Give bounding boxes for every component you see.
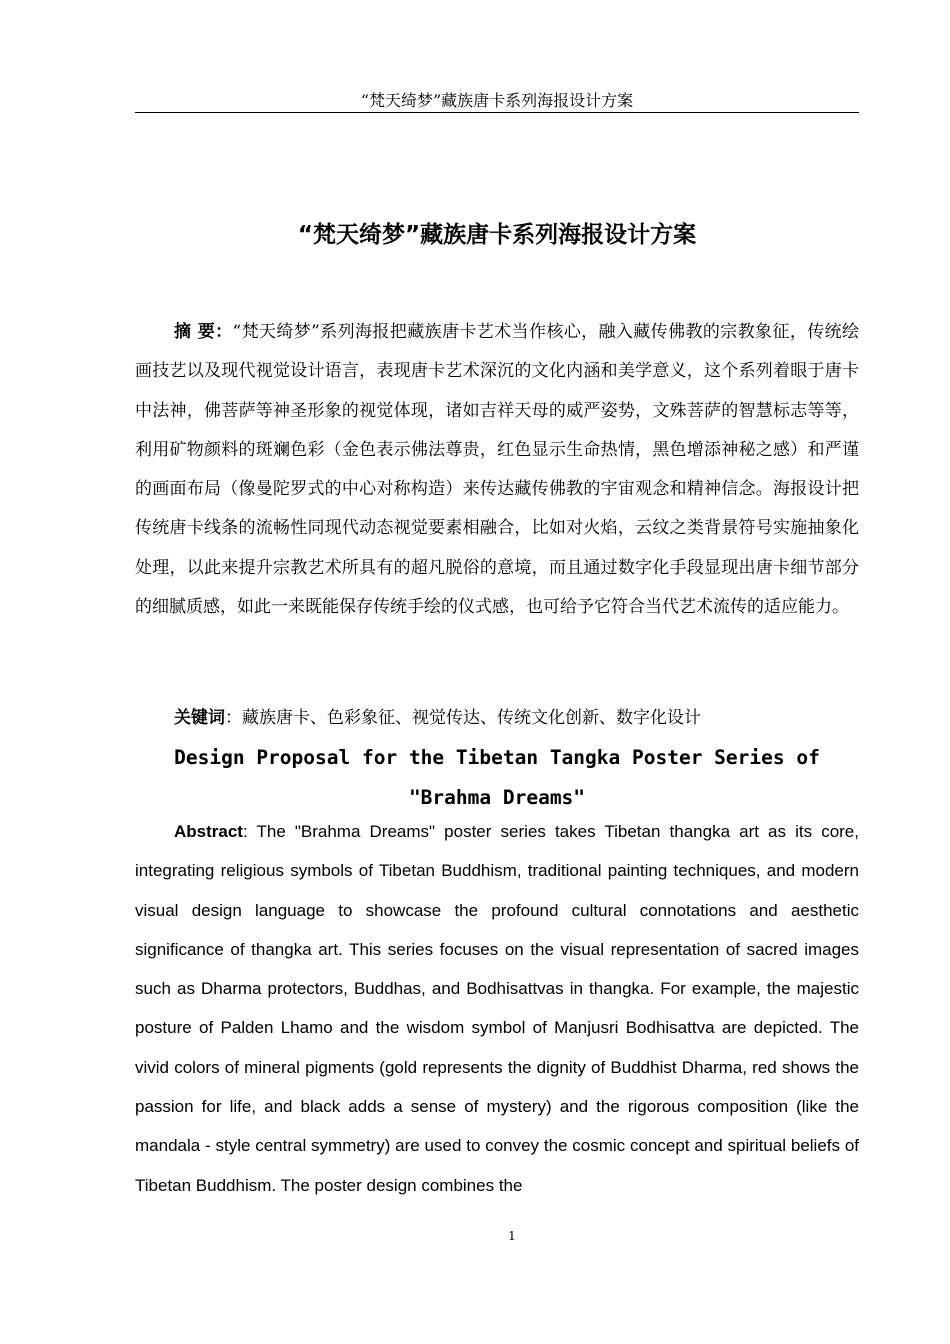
running-header: “梵天绮梦”藏族唐卡系列海报设计方案 bbox=[360, 91, 634, 110]
english-title-line-2: "Brahma Dreams" bbox=[408, 786, 586, 809]
english-abstract-label: Abstract bbox=[174, 822, 243, 841]
chinese-keywords bbox=[174, 706, 859, 730]
english-abstract bbox=[135, 812, 859, 1205]
chinese-abstract-label: 摘 要： bbox=[174, 322, 233, 342]
chinese-title: “梵天绮梦”藏族唐卡系列海报设计方案 bbox=[297, 222, 697, 248]
chinese-keywords-text: 藏族唐卡、色彩象征、视觉传达、传统文化创新、数字化设计 bbox=[242, 708, 701, 728]
chinese-keywords-label: 关键词 bbox=[174, 708, 225, 728]
chinese-keywords-separator: ： bbox=[225, 708, 242, 728]
english-title-line-1: Design Proposal for the Tibetan Tangka Poster Series of bbox=[174, 746, 820, 769]
english-title bbox=[135, 738, 859, 818]
chinese-abstract bbox=[135, 313, 859, 627]
page-number: 1 bbox=[508, 1229, 516, 1243]
english-abstract-text: : The "Brahma Dreams" poster series takes Tibetan thangka art as its core, integrating religious symbols of Tibetan Buddhism, traditional painting techniques, and modern visual design language to showcase the profound cultural connotations and aesthetic significance of thangka art. This series focuses on the visual representation of sacred images such as Dharma protectors, Buddhas, and Bodhisattvas in thangka. For example, the majestic posture of Palden Lhamo and the wisdom symbol of Manjusri Bodhisattva are depicted. The vivid colors of mineral pigments (gold represents the dignity of Buddhist Dharma, red shows the passion for life, and black adds a sense of mystery) and the rigorous composition (like the mandala - style central symmetry) are used to convey the cosmic concept and spiritual beliefs of Tibetan Buddhism. The poster design combines the bbox=[135, 822, 859, 1195]
header-rule bbox=[135, 112, 859, 113]
chinese-abstract-text: “梵天绮梦”系列海报把藏族唐卡艺术当作核心，融入藏传佛教的宗教象征，传统绘画技艺以及现代视觉设计语言，表现唐卡艺术深沉的文化内涵和美学意义，这个系列着眼于唐卡中法神，佛菩萨等神圣形象的视觉体现，诸如吉祥天母的威严姿势，文殊菩萨的智慧标志等等，利用矿物颜料的斑斓色彩（金色表示佛法尊贵，红色显示生命热情，黑色增添神秘之感）和严谨的画面布局（像曼陀罗式的中心对称构造）来传达藏传佛教的宇宙观念和精神信念。海报设计把传统唐卡线条的流畅性同现代动态视觉要素相融合，比如对火焰，云纹之类背景符号实施抽象化处理，以此来提升宗教艺术所具有的超凡脱俗的意境，而且通过数字化手段显现出唐卡细节部分的细腻质感，如此一来既能保存传统手绘的仪式感，也可给予它符合当代艺术流传的适应能力。 bbox=[135, 322, 859, 618]
